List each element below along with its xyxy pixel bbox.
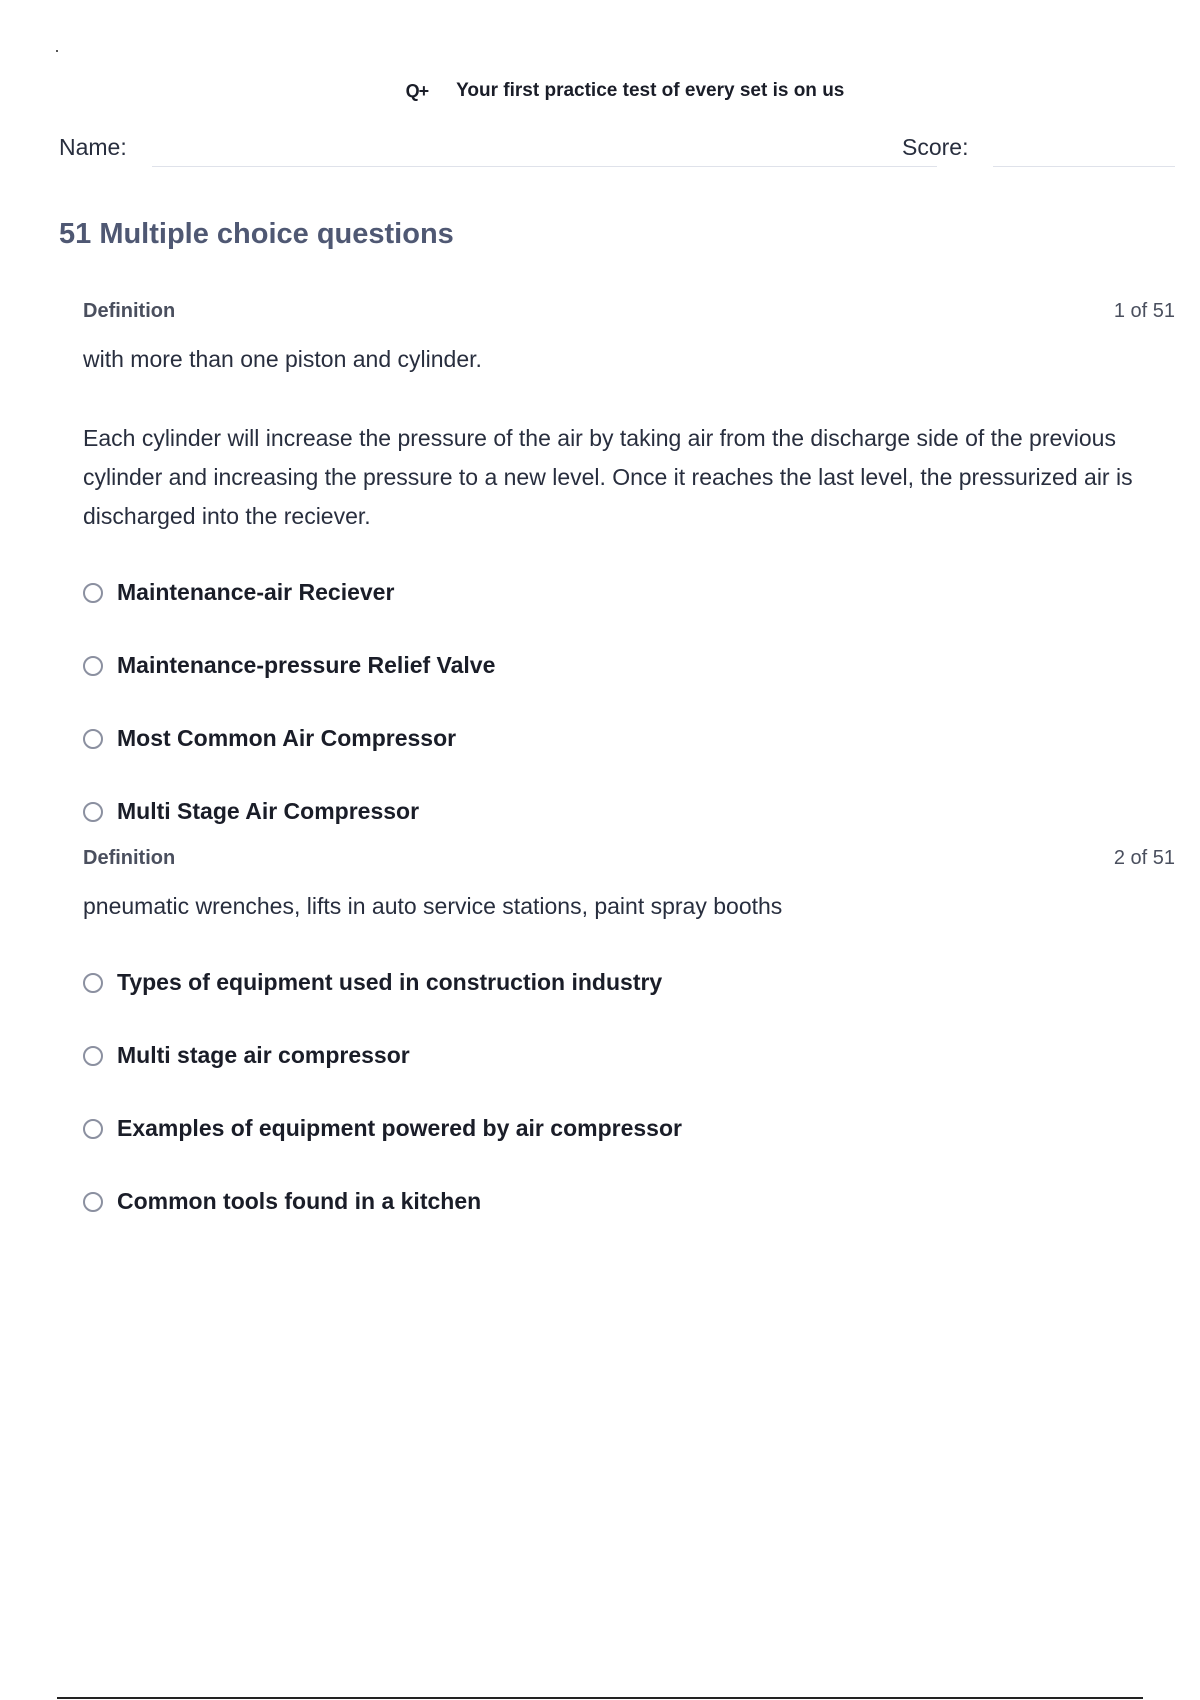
- question-counter: 2 of 51: [1113, 847, 1175, 869]
- section-title: 51 Multiple choice questions: [59, 218, 454, 250]
- answer-option-label: Multi Stage Air Compressor: [117, 798, 420, 824]
- radio-button-icon[interactable]: [83, 1119, 103, 1139]
- answer-option-label: Maintenance-air Reciever: [117, 579, 395, 605]
- answer-option-label: Maintenance-pressure Relief Valve: [117, 652, 496, 678]
- prompt-line: pneumatic wrenches, lifts in auto service stations, paint spray booths: [83, 893, 783, 919]
- answer-options: [83, 556, 1175, 848]
- radio-button-icon[interactable]: [83, 802, 103, 822]
- question-card-1: [83, 300, 1175, 848]
- prompt-line: with more than one piston and cylinder.: [83, 346, 482, 372]
- answer-option-label: Most Common Air Compressor: [117, 725, 457, 751]
- answer-options: [83, 946, 1175, 1238]
- radio-button-icon[interactable]: [83, 729, 103, 749]
- answer-option[interactable]: [83, 629, 1175, 702]
- radio-button-icon[interactable]: [83, 973, 103, 993]
- answer-option-label: Multi stage air compressor: [117, 1042, 410, 1068]
- answer-option[interactable]: [83, 556, 1175, 629]
- question-type-label: Definition: [83, 300, 176, 322]
- answer-option[interactable]: [83, 702, 1175, 775]
- promo-text: Your first practice test of every set is on us: [456, 80, 845, 101]
- promo-banner: [0, 80, 1200, 102]
- answer-option[interactable]: [83, 1019, 1175, 1092]
- page-bottom-rule: [57, 1697, 1143, 1699]
- question-counter: 1 of 51: [1113, 300, 1175, 322]
- radio-button-icon[interactable]: [83, 1192, 103, 1212]
- question-type-label: Definition: [83, 847, 176, 869]
- answer-option[interactable]: [83, 1165, 1175, 1238]
- answer-option-label: Types of equipment used in construction industry: [117, 969, 663, 995]
- prompt-line: Each cylinder will increase the pressure of the air by taking air from the discharge side of the previous cylinder and increasing the pressure to a new level. Once it reaches the last level, the pressurized air is discharged into the reciever.: [83, 425, 1133, 529]
- name-score-row: [59, 134, 1175, 168]
- page-dot-mark: [56, 50, 58, 52]
- question-card-2: [83, 847, 1175, 1238]
- answer-option-label: Common tools found in a kitchen: [117, 1188, 482, 1214]
- question-prompt: [83, 340, 1175, 536]
- score-label: Score:: [902, 134, 969, 160]
- answer-option[interactable]: [83, 775, 1175, 848]
- answer-option-label: Examples of equipment powered by air compressor: [117, 1115, 682, 1141]
- radio-button-icon[interactable]: [83, 1046, 103, 1066]
- score-field-line[interactable]: [993, 166, 1175, 167]
- question-prompt: [83, 887, 1175, 926]
- radio-button-icon[interactable]: [83, 583, 103, 603]
- answer-option[interactable]: [83, 1092, 1175, 1165]
- quizlet-plus-icon: Q+: [405, 80, 429, 101]
- name-field-line[interactable]: [152, 166, 937, 167]
- radio-button-icon[interactable]: [83, 656, 103, 676]
- answer-option[interactable]: [83, 946, 1175, 1019]
- name-label: Name:: [59, 134, 127, 160]
